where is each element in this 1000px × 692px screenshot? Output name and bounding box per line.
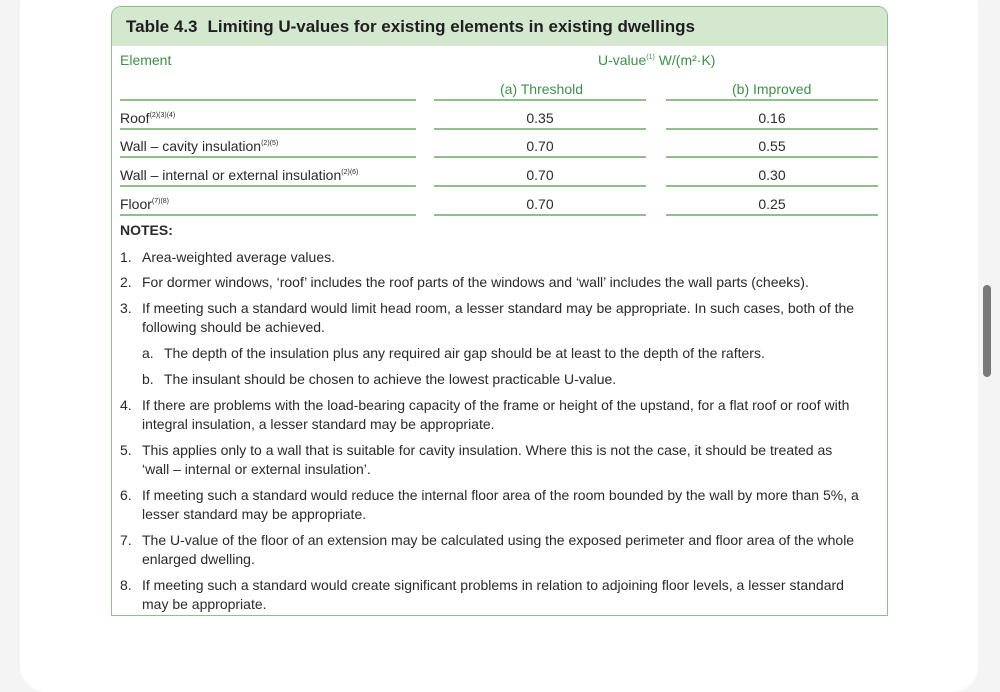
row-floor-threshold: 0.70 [526,196,554,212]
column-header-threshold: (a) Threshold [500,81,584,97]
row-rule [120,156,416,158]
row-rule [434,214,646,216]
row-wall-cavity-improved: 0.55 [758,138,786,154]
row-label-wall-cavity: Wall – cavity insulation$^{(2)(5)}$ [120,138,279,154]
row-rule [120,214,416,216]
header-rule-threshold [434,99,646,101]
table-number: Table 4.3 [126,16,198,36]
row-wall-internal-improved: 0.30 [758,167,786,183]
uvalue-unit: W/(m²·K) [658,52,716,68]
row-rule [120,128,416,130]
u-values-table: Table 4.3 Limiting U-values for existing elements in existing dwellings Element U-value$^{(1)}$ W/(m²·K) (a) Threshold (b) Improved Roof$^{(2)(3)(4)}$ 0.35 0.16 Wall – cavity insulation$^{(2)(5)}$ 0.70 0.55 Wall – internal or external insulation$^{(2)(6)}$ 0.70 0.30 Floor$^{(7)(8)}$ 0.70 0.25 NOTES: 1. Area-weighted average values. 2. For dormer windows, ‘roof’ includes the roof parts of the windows and ‘wall’ includes the wall parts (cheeks). 3. If meeting such a standard would limit head room, a lesser standard may be appropriate. In such cases, both of the following should be achieved. a. The depth of the insulation plus any required air gap should be at least to the depth of the rafters. b. The insulant should be chosen to achieve the lowest practicable U-value. 4. If there are problems with the load-bearing capacity of the frame or height of the upstand, for a flat roof or roof with integral insulation, a lesser standard may be appropriate. 5. This applies only to a wall that is suitable for cavity insulation. Where this is not the case, it should be treated as ‘wall – internal or external insulation’. 6. If meeting such a standard would reduce the internal floor area of the room bounded by the wall by more than 5%, a lesser standard may be appropriate. 7. The U-value of the floor of an extension may be calculated using the exposed perimeter and floor area of the whole enlarged dwelling. 8. If meeting such a standard would create significant problems in relation to adjoining floor levels, a lesser standard may be appropriate. [111,6,888,616]
vertical-scrollbar[interactable] [983,285,991,377]
row-label-roof: Roof$^{(2)(3)(4)}$ [120,110,176,126]
uvalue-label: U-value [598,52,647,68]
column-header-element: Element [120,52,172,68]
column-header-uvalue [598,52,715,68]
row-rule [120,185,416,187]
row-floor-improved: 0.25 [758,196,786,212]
row-wall-cavity-threshold: 0.70 [526,138,554,154]
row-wall-internal-threshold: 0.70 [526,167,554,183]
row-label-floor: Floor$^{(7)(8)}$ [120,196,170,212]
table-title-bar [112,7,887,46]
row-rule [434,185,646,187]
column-header-improved: (b) Improved [732,81,812,97]
notes-heading: NOTES: [120,222,173,238]
row-rule [666,156,878,158]
row-rule [666,185,878,187]
row-rule [434,128,646,130]
row-roof-improved: 0.16 [758,110,786,126]
row-rule [434,156,646,158]
header-rule-element [120,99,416,101]
table-title: Limiting U-values for existing elements in existing dwellings [207,16,695,36]
row-roof-threshold: 0.35 [526,110,554,126]
row-label-wall-internal-external: Wall – internal or external insulation$^{(2)(6)}$ [120,167,359,183]
header-rule-improved [666,99,878,101]
row-rule [666,214,878,216]
uvalue-note-ref: (1) [646,54,655,61]
row-rule [666,128,878,130]
